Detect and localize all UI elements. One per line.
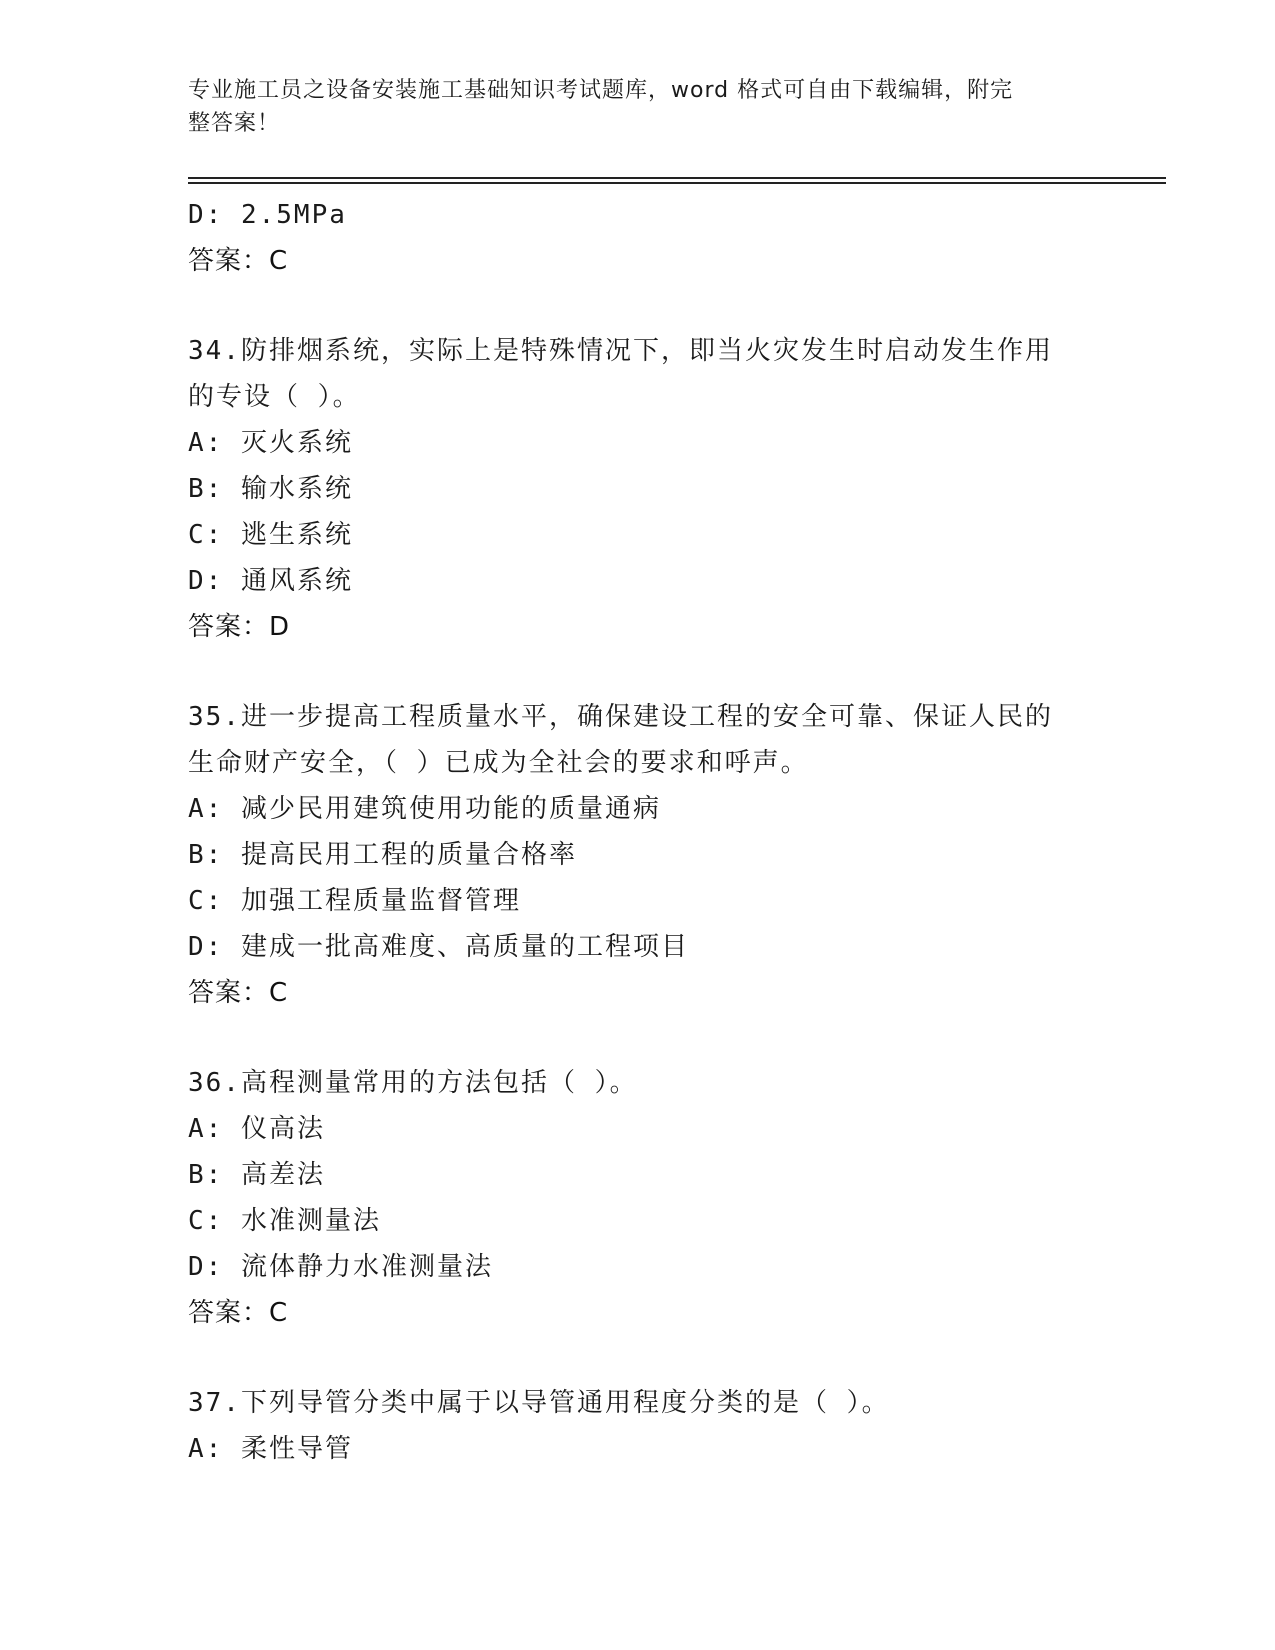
option-a: A: 灭火系统 xyxy=(188,428,353,458)
option-c: C: 加强工程质量监督管理 xyxy=(188,886,521,916)
header-line-2: 整答案！ xyxy=(188,111,281,136)
option-d: D: 建成一批高难度、高质量的工程项目 xyxy=(188,932,689,962)
option-a: A: 柔性导管 xyxy=(188,1434,353,1464)
question-35 xyxy=(188,694,1088,1016)
question-stem: 37.下列导管分类中属于以导管通用程度分类的是（ ）。 xyxy=(188,1388,890,1418)
option-a: A: 减少民用建筑使用功能的质量通病 xyxy=(188,794,661,824)
option-c: C: 水准测量法 xyxy=(188,1206,381,1236)
answer-line: 答案：D xyxy=(188,612,291,642)
option-d: D: 2.5MPa xyxy=(188,200,347,230)
document-header xyxy=(188,74,1088,140)
question-34 xyxy=(188,328,1088,650)
option-a: A: 仪高法 xyxy=(188,1114,325,1144)
answer-line: 答案：C xyxy=(188,1298,289,1328)
option-c: C: 逃生系统 xyxy=(188,520,353,550)
question-36 xyxy=(188,1060,1088,1336)
header-divider-top xyxy=(188,177,1166,179)
question-37 xyxy=(188,1380,1088,1472)
question-stem: 35.进一步提高工程质量水平，确保建设工程的安全可靠、保证人民的 xyxy=(188,702,1053,732)
answer-line: 答案：C xyxy=(188,246,289,276)
option-b: B: 提高民用工程的质量合格率 xyxy=(188,840,577,870)
question-list xyxy=(188,192,1088,1472)
option-b: B: 高差法 xyxy=(188,1160,325,1190)
question-stem: 34.防排烟系统，实际上是特殊情况下，即当火灾发生时启动发生作用 xyxy=(188,336,1053,366)
option-d: D: 流体静力水准测量法 xyxy=(188,1252,493,1282)
header-divider-bottom xyxy=(188,182,1166,184)
header-line-1: 专业施工员之设备安装施工基础知识考试题库，word 格式可自由下载编辑，附完 xyxy=(188,78,1014,103)
answer-line: 答案：C xyxy=(188,978,289,1008)
question-stem: 的专设（ ）。 xyxy=(188,382,361,412)
previous-question-tail xyxy=(188,192,1088,284)
option-d: D: 通风系统 xyxy=(188,566,353,596)
option-b: B: 输水系统 xyxy=(188,474,353,504)
question-stem: 36.高程测量常用的方法包括（ ）。 xyxy=(188,1068,638,1098)
question-stem: 生命财产安全，（ ）已成为全社会的要求和呼声。 xyxy=(188,748,809,778)
